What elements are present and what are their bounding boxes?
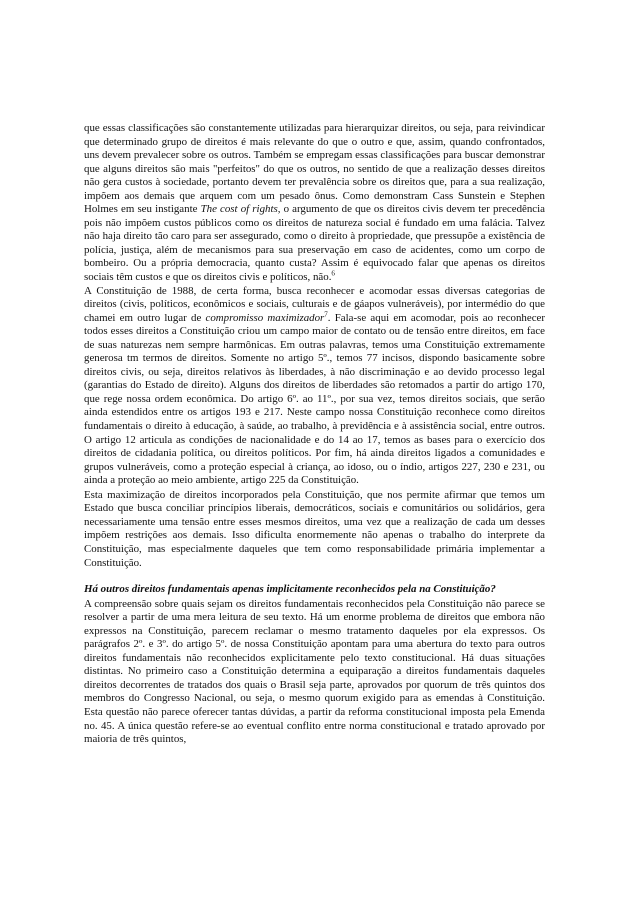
paragraph-text: que essas classificações são constantemente utilizadas para hierarquizar direitos, ou seja, para reivindicar que determinado grupo de direitos é mais relevante do que o outro e que, assim, quando confrontados, uns devem prevalecer sobre os outros. Também se empregam essas classificações para buscar demonstrar que alguns direitos são mais "perfeitos" do que os outros, no sentido de que a realização desses direitos não gera custos à sociedade, portanto devem ter prevalência sobre os direitos que, para a sua realização, impõem aos demais que arquem com um pesado ônus. Como demonstram Cass Sunstein e Stephen Holmes em seu instigante xyxy=(84,122,545,216)
italic-term: compromisso maximizador xyxy=(205,311,325,324)
footnote-marker[interactable]: 6 xyxy=(331,269,335,278)
paragraph-maximization: Esta maximização de direitos incorporados pela Constituição, que nos permite afirmar que temos um Estado que busca conciliar princípios liberais, democráticos, sociais e comunitários ou solidários, gera necessariamente uma tensão entre esses mesmos direitos, uma vez que a realização de cada um desses impõem restrições aos demais. Isso dificulta enormemente não apenas o trabalho do interprete da Constituição, mas especialmente daqueles que tem como responsabilidade primária implementar a Constituição. xyxy=(84,488,545,569)
paragraph-text: . Fala-se aqui em acomodar, pois ao reconhecer todos esses direitos a Constituição criou um campo maior de contato ou de tensão entre direitos, em face de suas naturezas nem sempre harmônicas. Em outras palavras, temos uma Constituição extremamente generosa tm termos de direitos. Somente no artigo 5º., temos 77 incisos, dispondo basicamente sobre direitos civis, ou seja, direitos relativos às liberdades, à não discriminação e ao devido processo legal (garantias do Estado de direito). Alguns dos direitos de liberdades são retomados a partir do artigo 170, que rege nossa ordem econômica. Do artigo 6º. ao 11º., por sua vez, temos direitos sociais, que serão ainda estendidos entre os artigos 193 e 217. Neste campo nossa Constituição reconhece como direitos fundamentais o direito à educação, à saúde, ao trabalho, à previdência e à assistência social, entre outros. O artigo 12 articula as condições de nacionalidade e do 14 ao 17, temos as bases para o exercício dos direitos de cidadania política, ou direitos políticos. Por fim, há ainda direitos ligados a comunidades e grupos vulneráveis, como a proteção especial à criança, ao idoso, ou o índio, artigos 227, 230 e 231, ou ainda a proteção ao meio ambiente, artigo 225 da Constituição. xyxy=(84,311,545,487)
paragraph-costs-of-rights xyxy=(84,122,545,285)
book-title: The cost of rights, xyxy=(200,203,281,216)
footnote-marker[interactable]: 7 xyxy=(324,310,328,319)
paragraph-implicit-rights: A compreensão sobre quais sejam os direitos fundamentais reconhecidos pela Constituição não parece se resolver a partir de uma mera leitura de seu texto. Há um enorme problema de direitos que embora não expressos na Constituição, parecem reclamar o mesmo tratamento daqueles por ela expressos. Os parágrafos 2º. e 3º. do artigo 5º. de nossa Constituição apontam para uma abertura do texto para outros direitos fundamentais não reconhecidos explicitamente pelo texto constitucional. Há duas situações distintas. No primeiro caso a Constituição determina a equiparação a direitos fundamentais daqueles direitos decorrentes de tratados dos quais o Brasil seja parte, aprovados por quorum de três quintos dos membros do Congresso Nacional, ou seja, o mesmo quorum exigido para as emendas à Constituição. Esta questão não parece oferecer tantas dúvidas, a partir da reforma constitucional imposta pela Emenda no. 45. A única questão refere-se ao eventual conflito entre norma constitucional e tratado aprovado por maioria de três quintos, xyxy=(84,597,545,746)
document-body xyxy=(84,122,545,747)
section-heading: Há outros direitos fundamentais apenas implicitamente reconhecidos pela na Constituição? xyxy=(84,583,496,596)
paragraph-constitution-1988 xyxy=(84,285,545,488)
paragraph-text: o argumento de que os direitos civis devem ter precedência pois não impõem custos públicos como os direitos de natureza social é fundado em uma falácia. Talvez não haja direito tão caro para ser assegurado, como o direito à propriedade, que pressupõe a existência de polícia, justiça, além de mecanismos para sua preservação em caso de acidentes, como um corpo de bombeiro. Ou a própria democracia, quanto custa? Assim é equivocado falar que apenas os direitos sociais têm custos e que os direitos civis e políticos, não. xyxy=(84,203,545,284)
paragraph-text: A Constituição de 1988, de certa forma, busca reconhecer e acomodar essas diversas categorias de direitos (civis, políticos, econômicos e sociais, culturais e de gáapos vulneráveis), por intermédio do que chamei em outro lugar de xyxy=(84,284,545,324)
